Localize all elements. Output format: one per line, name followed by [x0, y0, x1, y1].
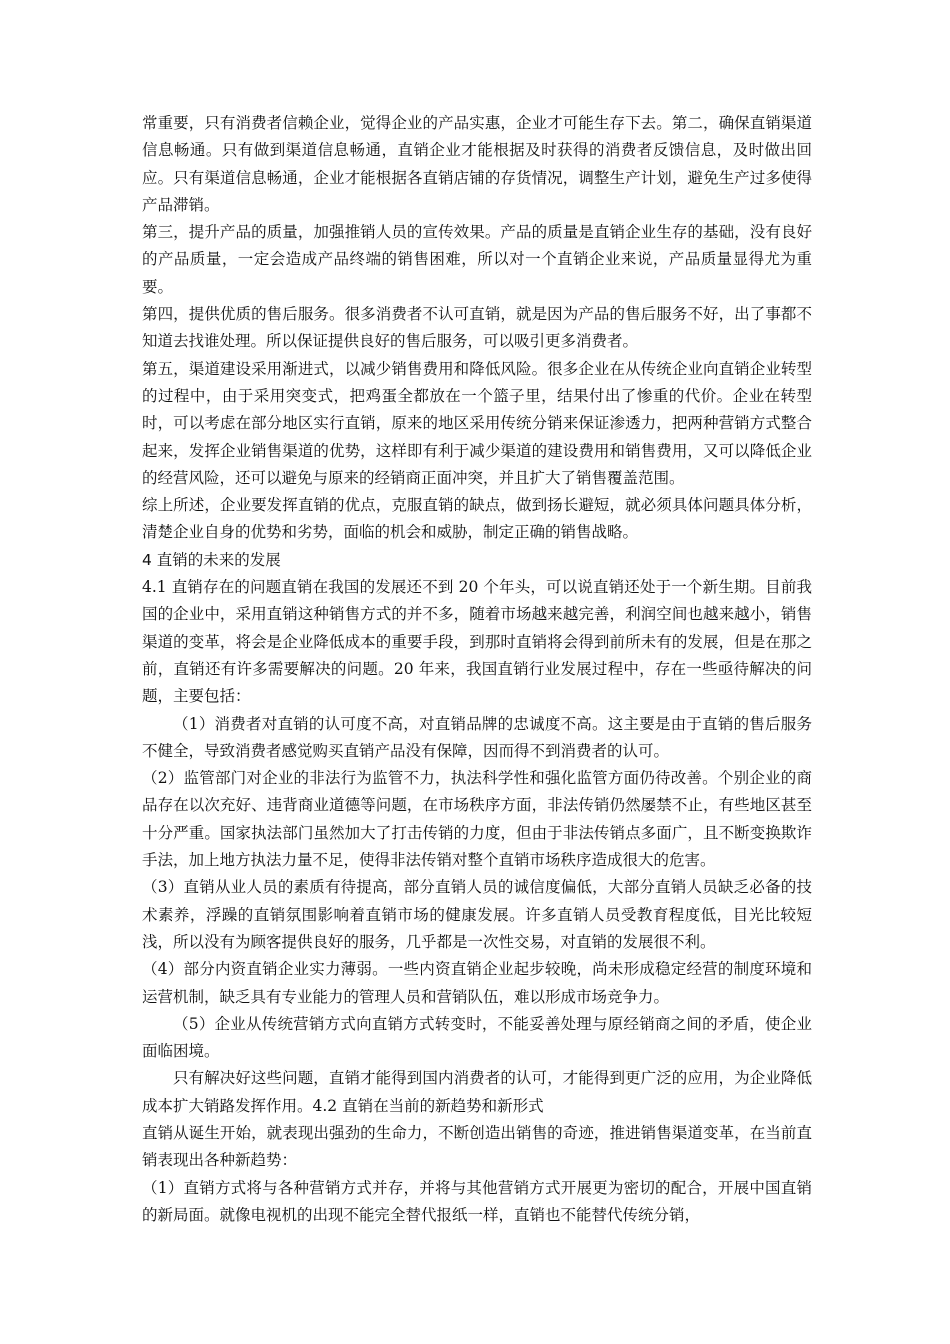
paragraph-channel-info: 常重要，只有消费者信赖企业，觉得企业的产品实惠，企业才可能生存下去。第二，确保直销渠道信息畅通。只有做到渠道信息畅通，直销企业才能根据及时获得的消费者反馈信息，及时做出回应。只有渠道信息畅通，企业才能根据各直销店铺的存货情况，调整生产计划，避免生产过多使得产品滞销。: [142, 114, 812, 214]
paragraph-point-five: 第五，渠道建设采用渐进式，以减少销售费用和降低风险。很多企业在从传统企业向直销企业转型的过程中，由于采用突变式，把鸡蛋全都放在一个篮子里，结果付出了惨重的代价。企业在转型时，可以考虑在部分地区实行直销，原来的地区采用传统分销来保证渗透力，把两种营销方式整合起来，发挥企业销售渠道的优势，这样即有利于减少渠道的建设费用和销售费用，又可以降低企业的经营风险，还可以避免与原来的经销商正面冲突，并且扩大了销售覆盖范围。: [142, 359, 812, 487]
paragraph-trends-intro: 直销从诞生开始，就表现出强劲的生命力，不断创造出销售的奇迹，推进销售渠道变革，在当前直销表现出各种新趋势：: [142, 1123, 812, 1170]
paragraph-conclusion-and-4-2: 只有解决好这些问题，直销才能得到国内消费者的认可，才能得到更广泛的应用，为企业降低成本扩大销路发挥作用。4.2 直销在当前的新趋势和新形式: [142, 1069, 812, 1115]
paragraph-problems-intro: 4.1 直销存在的问题直销在我国的发展还不到 20 个年头，可以说直销还处于一个新生期。目前我国的企业中，采用直销这种销售方式的并不多，随着市场越来越完善，利润空间也越来越小，销售渠道的变革，将会是企业降低成本的重要手段，到那时直销将会得到前所未有的发展，但是在那之前，直销还有许多需要解决的问题。20 年来，我国直销行业发展过程中，存在一些亟待解决的问题，主要包括：: [142, 578, 812, 706]
list-item-problem-4: （4）部分内资直销企业实力薄弱。一些内资直销企业起步较晚，尚未形成稳定经营的制度环境和运营机制，缺乏具有专业能力的管理人员和营销队伍，难以形成市场竞争力。: [142, 960, 812, 1006]
section-heading-future: 4 直销的未来的发展: [142, 550, 281, 569]
document-body: [142, 110, 812, 1229]
list-item-trend-1: （1）直销方式将与各种营销方式并存，并将与其他营销方式开展更为密切的配合，开展中国直销的新局面。就像电视机的出现不能完全替代报纸一样，直销也不能替代传统分销，: [142, 1178, 812, 1224]
paragraph-point-three: 第三，提升产品的质量，加强推销人员的宣传效果。产品的质量是直销企业生存的基础，没有良好的产品质量，一定会造成产品终端的销售困难，所以对一个直销企业来说，产品质量显得尤为重要。: [142, 223, 812, 296]
list-item-problem-1: （1）消费者对直销的认可度不高，对直销品牌的忠诚度不高。这主要是由于直销的售后服务不健全，导致消费者感觉购买直销产品没有保障，因而得不到消费者的认可。: [142, 714, 812, 760]
paragraph-summary: 综上所述，企业要发挥直销的优点，克服直销的缺点，做到扬长避短，就必须具体问题具体分析，清楚企业自身的优势和劣势，面临的机会和威胁，制定正确的销售战略。: [142, 496, 812, 542]
list-item-problem-2: （2）监管部门对企业的非法行为监管不力，执法科学性和强化监管方面仍待改善。个别企业的商品存在以次充好、违背商业道德等问题，在市场秩序方面，非法传销仍然屡禁不止，有些地区甚至十分严重。国家执法部门虽然加大了打击传销的力度，但由于非法传销点多面广，且不断变换欺诈手法，加上地方执法力量不足，使得非法传销对整个直销市场秩序造成很大的危害。: [142, 769, 812, 870]
list-item-problem-3: （3）直销从业人员的素质有待提高，部分直销人员的诚信度偏低，大部分直销人员缺乏必备的技术素养，浮躁的直销氛围影响着直销市场的健康发展。许多直销人员受教育程度低，目光比较短浅，所以没有为顾客提供良好的服务，几乎都是一次性交易，对直销的发展很不利。: [142, 878, 812, 951]
list-item-problem-5: （5）企业从传统营销方式向直销方式转变时，不能妥善处理与原经销商之间的矛盾，使企业面临困境。: [142, 1014, 812, 1061]
paragraph-point-four: 第四，提供优质的售后服务。很多消费者不认可直销，就是因为产品的售后服务不好，出了事都不知道去找谁处理。所以保证提供良好的售后服务，可以吸引更多消费者。: [142, 305, 812, 351]
